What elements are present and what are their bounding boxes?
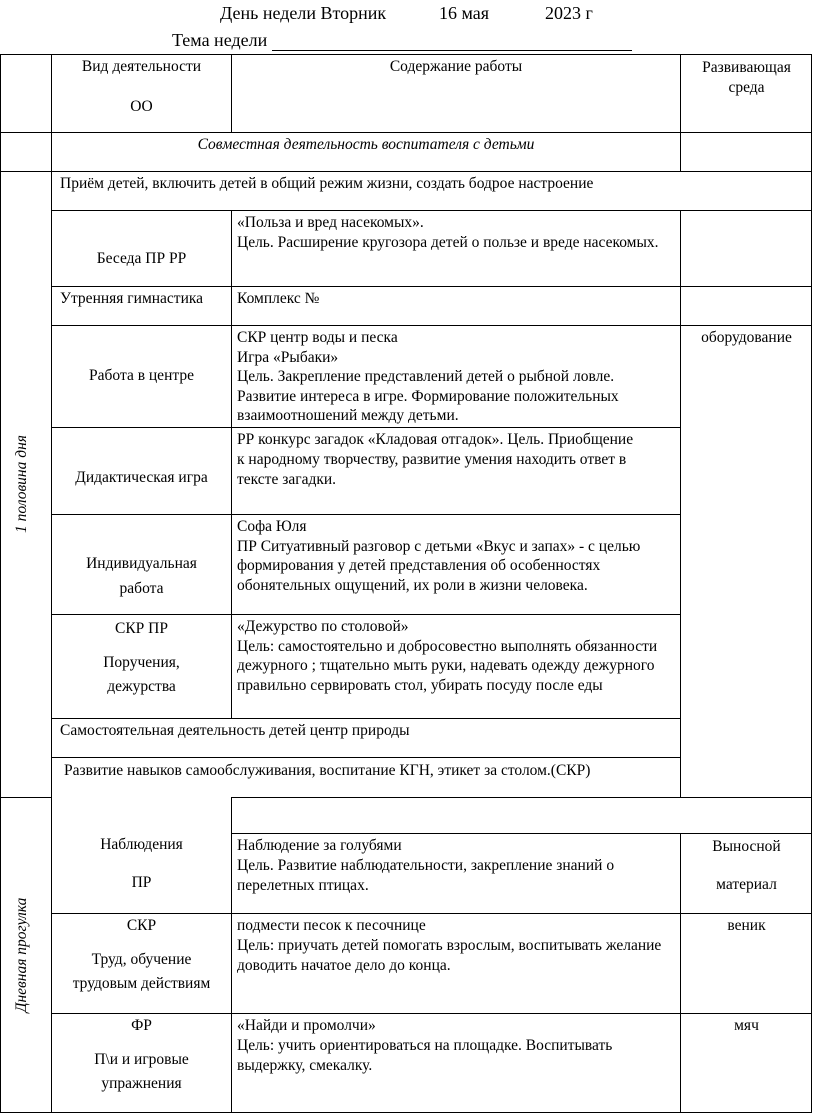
theme-label: Тема недели bbox=[172, 30, 268, 50]
day-label: День недели Вторник bbox=[220, 3, 387, 23]
content-cell-didactic: РР конкурс загадок «Кладовая отгадок». Цель. Приобщение к народному творчеству, развитие умения находить ответ в тексте загадки. bbox=[231, 427, 680, 514]
activity-cell-games: ФР П\и и игровые упражнения bbox=[51, 1013, 231, 1113]
joint-activity-title: Совместная деятельность воспитателя с детьми bbox=[51, 132, 680, 171]
content-cell-gymnastics: Комплекс № bbox=[231, 286, 680, 325]
corner-cell bbox=[0, 54, 51, 132]
activity-type-title: Вид деятельности bbox=[81, 58, 202, 75]
content-cell-individual: Софа Юля ПР Ситуативный разговор с детьми «Вкус и запах» - с целью формирования у детей представления об особенностях обонятельных ощущений, их роли в жизни человека. bbox=[231, 514, 680, 614]
env-cell-gymnastics bbox=[680, 286, 812, 325]
section1-label: 1 половина дня bbox=[13, 435, 30, 533]
content-cell-talk: «Польза и вред насекомых». Цель. Расширение кругозора детей о пользе и вреде насекомых. bbox=[231, 210, 680, 286]
date: 16 мая bbox=[439, 3, 490, 23]
activity-cell-duties: СКР ПР Поручения, дежурства bbox=[51, 614, 231, 718]
env-cell-games: мяч bbox=[680, 1013, 812, 1113]
env-cell-labor: веник bbox=[680, 913, 812, 1013]
joint-env-cell bbox=[680, 132, 812, 171]
walk-blank-content bbox=[231, 797, 812, 833]
joint-corner-cell bbox=[0, 132, 51, 171]
content-cell-labor: подмести песок к песочнице Цель: приучать детей помогать взрослым, воспитывать желание доводить начатое дело до конца. bbox=[231, 913, 680, 1013]
activity-cell-labor: СКР Труд, обучение трудовым действиям bbox=[51, 913, 231, 1013]
environment-header: Развивающая среда bbox=[680, 54, 812, 132]
env-cell-observation: Выносной материал bbox=[680, 833, 812, 913]
content-cell-games: «Найди и промолчи» Цель: учить ориентироваться на площадке. Воспитывать выдержку, смекалку. bbox=[231, 1013, 680, 1113]
env-cell-center-work: оборудование bbox=[680, 325, 812, 797]
activity-cell-didactic: Дидактическая игра bbox=[51, 427, 231, 514]
content-header: Содержание работы bbox=[231, 54, 680, 132]
activity-type-header bbox=[51, 54, 231, 132]
activity-cell-observation: Наблюдения ПР bbox=[51, 833, 231, 913]
table-bottom-border bbox=[0, 1112, 812, 1113]
content-cell-duties: «Дежурство по столовой» Цель: самостоятельно и добросовестно выполнять обязанности дежурного ; тщательно мыть руки, надевать одежду дежурного правильно сервировать стол, убирать посуду после еды bbox=[231, 614, 680, 718]
table-right-border bbox=[811, 54, 812, 1113]
content-cell-observation: Наблюдение за голубями Цель. Развитие наблюдательности, закрепление знаний о перелетных птицах. bbox=[231, 833, 680, 913]
activity-cell-center-work: Работа в центре bbox=[51, 325, 231, 427]
self-service-row: Развитие навыков самообслуживания, воспитание КГН, этикет за столом.(СКР) bbox=[51, 757, 680, 797]
activity-cell-individual: Индивидуальная работа bbox=[51, 514, 231, 614]
activity-cell-talk: Беседа ПР РР bbox=[51, 210, 231, 286]
env-cell-talk bbox=[680, 210, 812, 286]
activity-cell-gymnastics: Утренняя гимнастика bbox=[51, 286, 231, 325]
section2-label: Дневная прогулка bbox=[13, 897, 30, 1013]
oo-title: ОО bbox=[130, 98, 153, 115]
year: 2023 г bbox=[545, 3, 593, 23]
reception-row: Приём детей, включить детей в общий режим жизни, создать бодрое настроение bbox=[51, 171, 812, 210]
independent-activity-row: Самостоятельная деятельность детей центр природы bbox=[51, 718, 680, 757]
content-cell-center-work: СКР центр воды и песка Игра «Рыбаки» Цель. Закрепление представлений детей о рыбной ловле. Развитие интереса в игре. Формирование положительных взаимоотношений между детьми. bbox=[231, 325, 680, 427]
